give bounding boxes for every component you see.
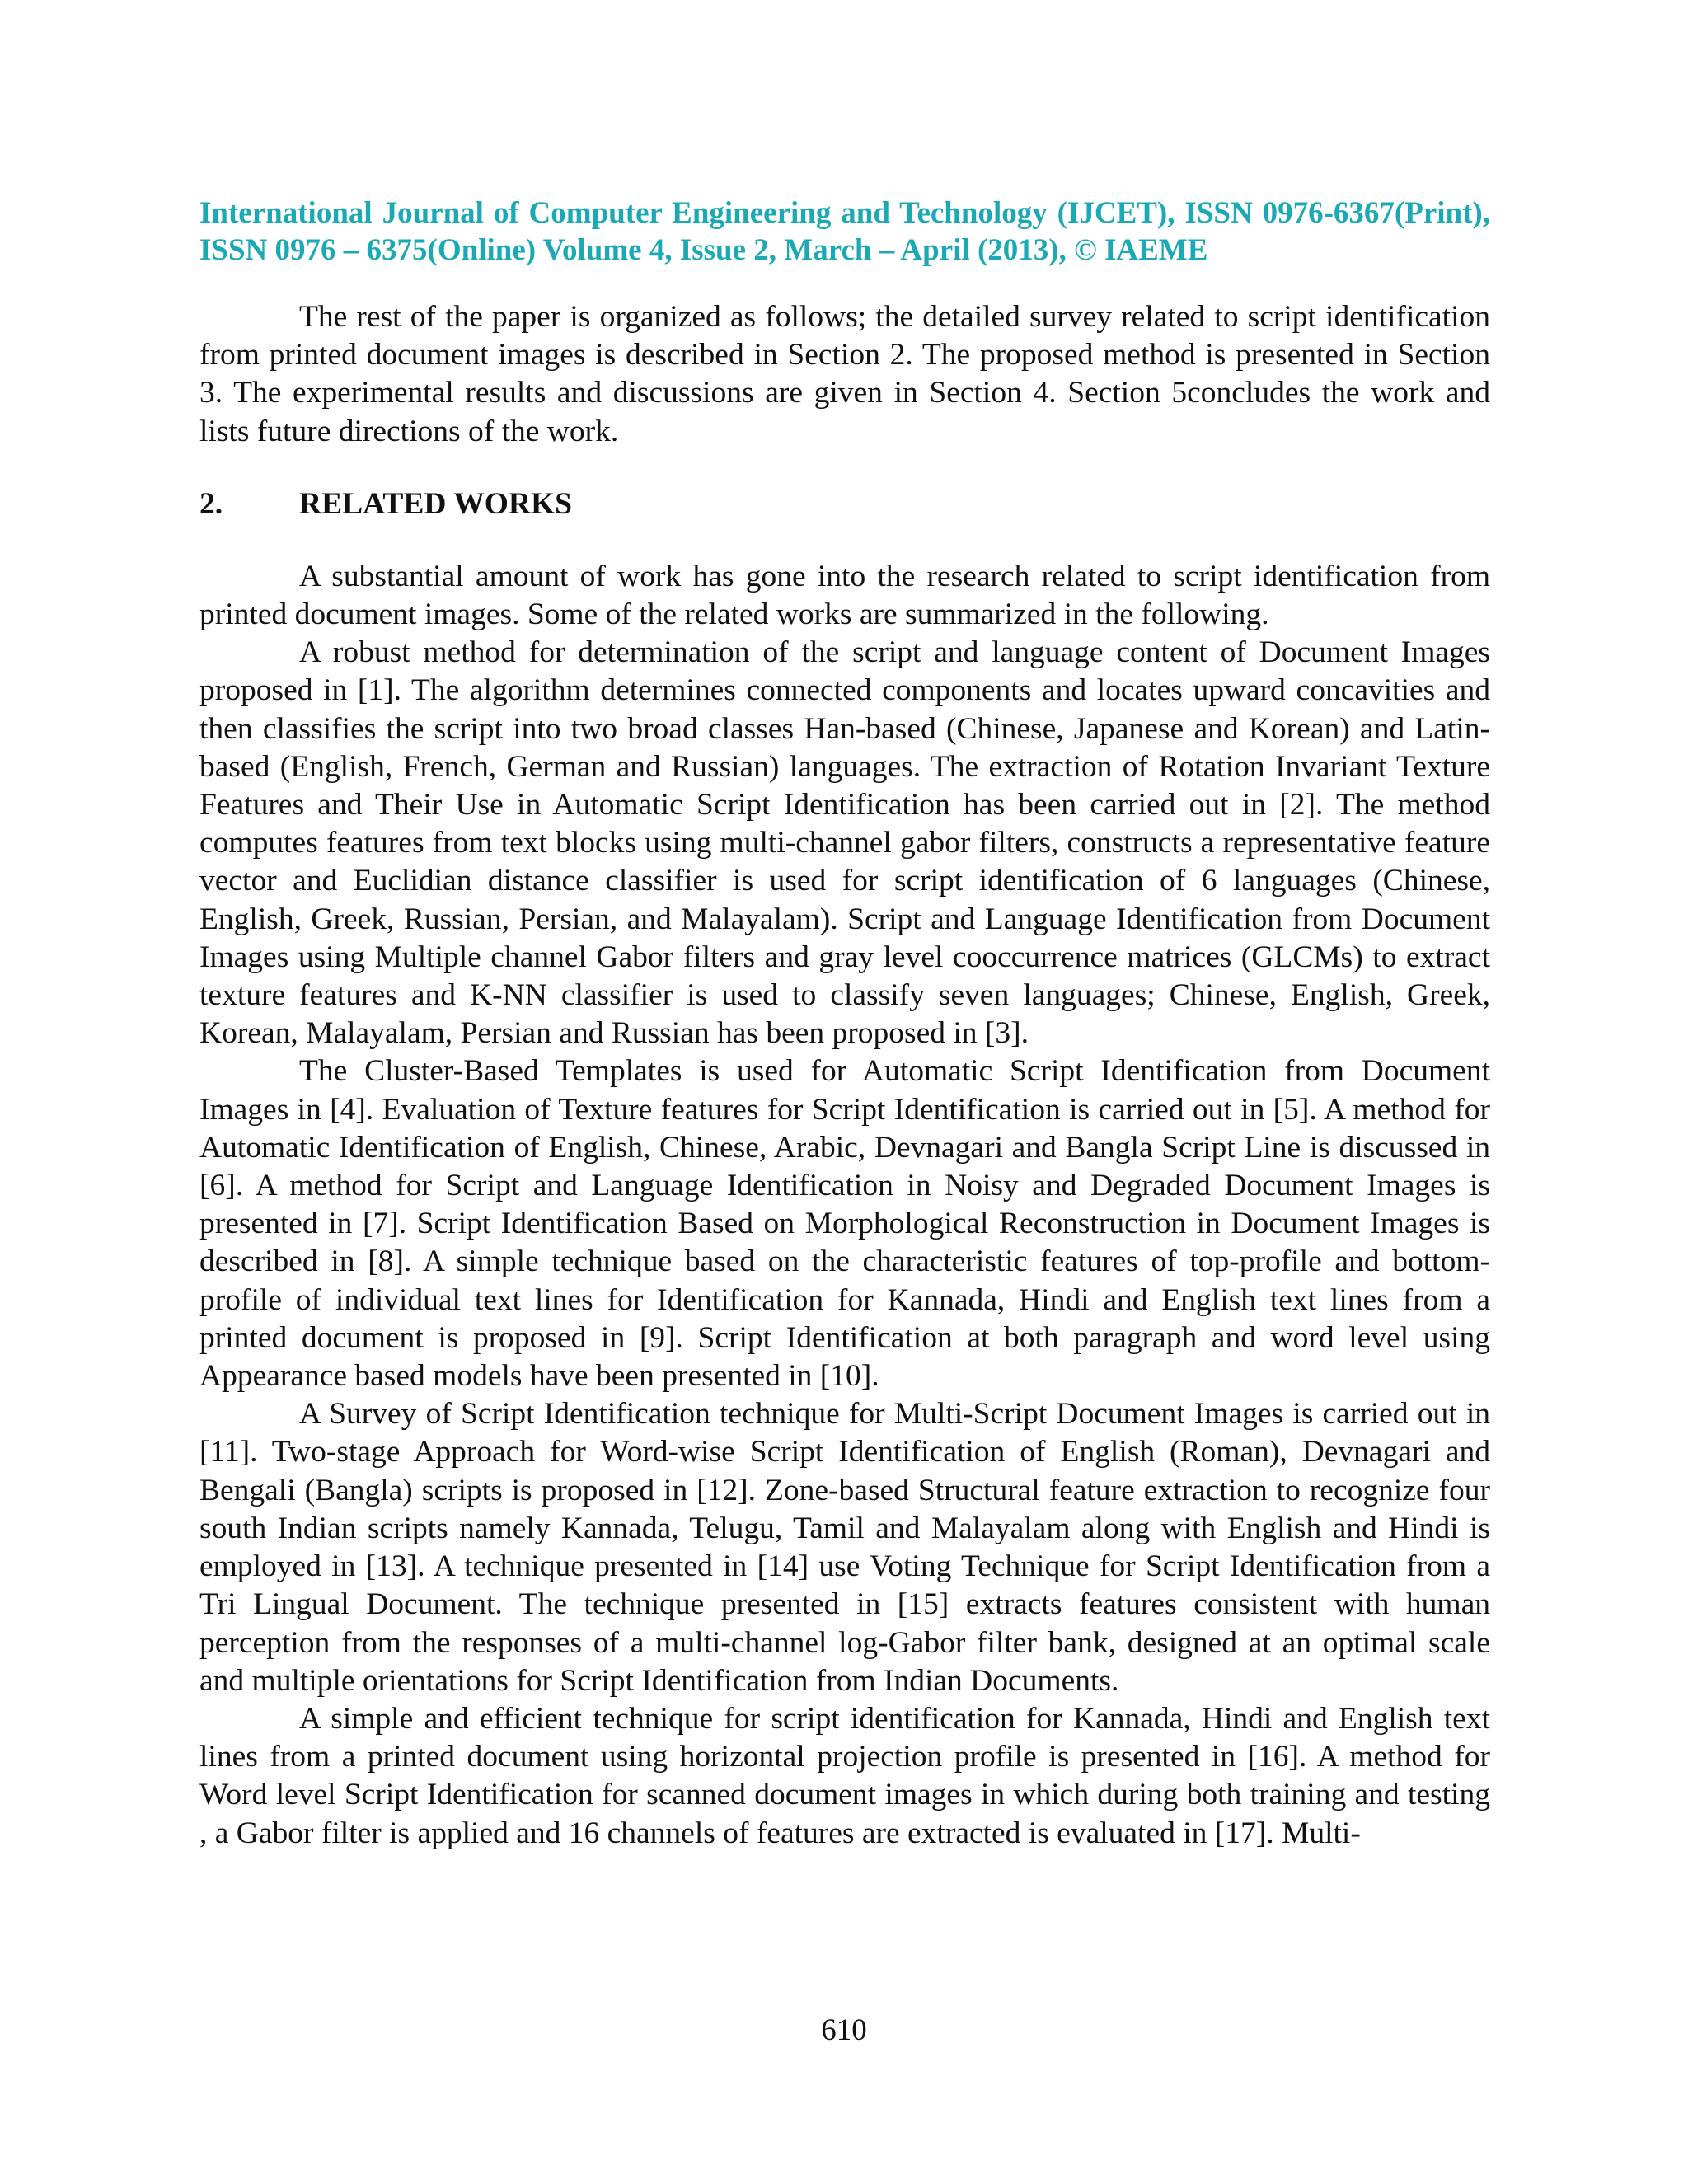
related-works-body [199,558,1490,1853]
page-content [199,194,1490,1853]
body-paragraph: The Cluster-Based Templates is used for Automatic Script Identification from Document Images in [4]. Evaluation of Texture features for Script Identification is carried out in [5]. A method for Automatic Identification of English, Chinese, Arabic, Devnagari and Bangla Script Line is discussed in [6]. A method for Script and Language Identification in Noisy and Degraded Document Images is presented in [7]. Script Identification Based on Morphological Reconstruction in Document Images is described in [8]. A simple technique based on the characteristic features of top-profile and bottom-profile of individual text lines for Identification for Kannada, Hindi and English text lines from a printed document is proposed in [9]. Script Identification at both paragraph and word level using Appearance based models have been presented in [10]. [199,1054,1490,1394]
intro-section [199,298,1490,451]
page-number: 610 [821,2013,867,2047]
body-paragraph: A substantial amount of work has gone into the research related to script identification from printed document images. Some of the related works are summarized in the following. [199,559,1490,632]
intro-paragraph: The rest of the paper is organized as follows; the detailed survey related to script identification from printed document images is described in Section 2. The proposed method is presented in Section 3. The experimental results and discussions are given in Section 4. Section 5concludes the work and lists future directions of the work. [199,300,1490,448]
body-paragraph: A robust method for determination of the script and language content of Document Images proposed in [1]. The algorithm determines connected components and locates upward concavities and then classifies the script into two broad classes Han-based (Chinese, Japanese and Korean) and Latin-based (English, French, German and Russian) languages. The extraction of Rotation Invariant Texture Features and Their Use in Automatic Script Identification has been carried out in [2]. The method computes features from text blocks using multi-channel gabor filters, constructs a representative feature vector and Euclidian distance classifier is used for script identification of 6 languages (Chinese, English, Greek, Russian, Persian, and Malayalam). Script and Language Identification from Document Images using Multiple channel Gabor filters and gray level cooccurrence matrices (GLCMs) to extract texture features and K-NN classifier is used to classify seven languages; Chinese, English, Greek, Korean, Malayalam, Persian and Russian has been proposed in [3]. [199,635,1490,1051]
journal-header: International Journal of Computer Engineering and Technology (IJCET), ISSN 0976-6367(Print), ISSN 0976 – 6375(Online) Volume 4, Issue 2, March – April (2013), © IAEME [199,196,1490,267]
section-title: RELATED WORKS [299,486,572,521]
section-heading [199,485,1490,523]
section-number: 2. [199,486,223,521]
body-paragraph: A Survey of Script Identification technique for Multi-Script Document Images is carried out in [11]. Two-stage Approach for Word-wise Script Identification of English (Roman), Devnagari and Bengali (Bangla) scripts is proposed in [12]. Zone-based Structural feature extraction to recognize four south Indian scripts namely Kannada, Telugu, Tamil and Malayalam along with English and Hindi is employed in [13]. A technique presented in [14] use Voting Technique for Script Identification from a Tri Lingual Document. The technique presented in [15] extracts features consistent with human perception from the responses of a multi-channel log-Gabor filter bank, designed at an optimal scale and multiple orientations for Script Identification from Indian Documents. [199,1397,1490,1698]
body-paragraph: A simple and efficient technique for script identification for Kannada, Hindi and English text lines from a printed document using horizontal projection profile is presented in [16]. A method for Word level Script Identification for scanned document images in which during both training and testing , a Gabor filter is applied and 16 channels of features are extracted is evaluated in [17]. Multi- [199,1701,1490,1850]
